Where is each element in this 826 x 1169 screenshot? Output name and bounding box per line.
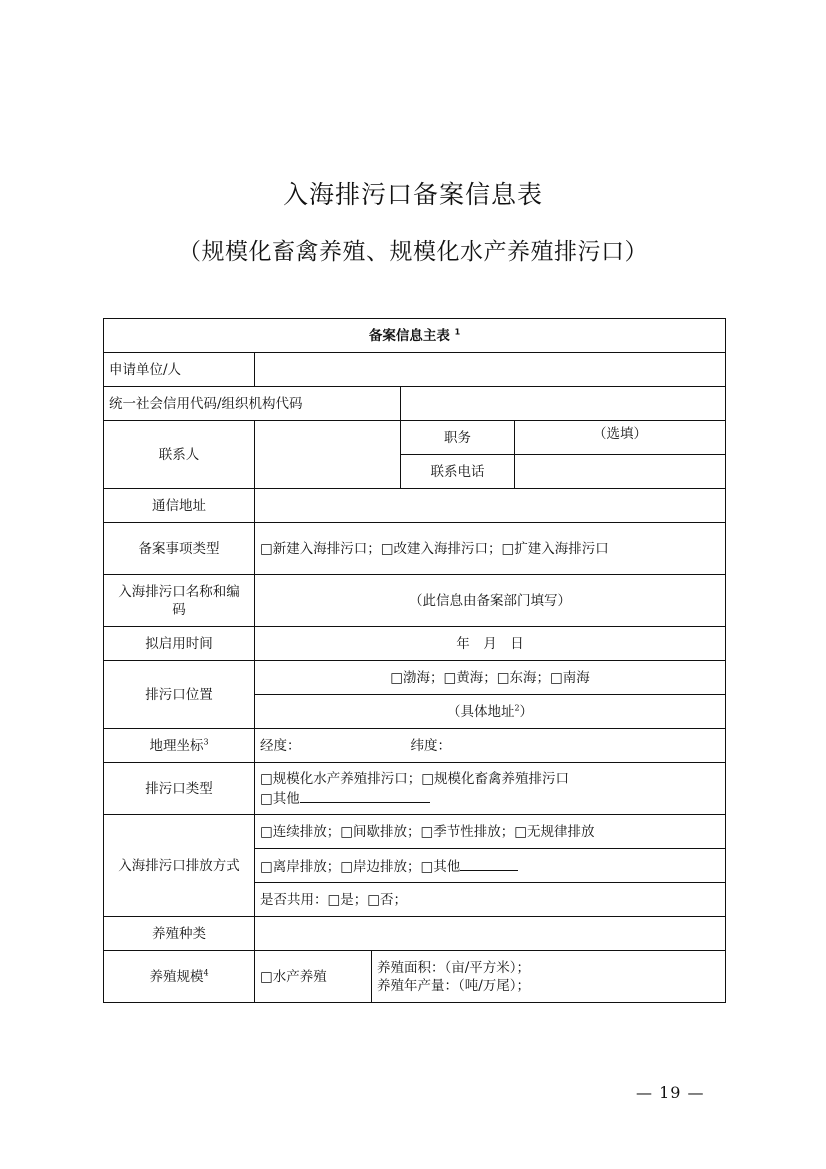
table-header	[104, 319, 726, 353]
outlet-type-other-text: □其他	[260, 790, 300, 807]
scale-row	[104, 951, 726, 1003]
species-row	[104, 917, 726, 951]
filing-type-options[interactable]: □新建入海排污口；□改建入海排污口；□扩建入海排污口	[255, 523, 726, 575]
position-hint: （选填）	[593, 426, 647, 442]
specific-address-close: ）	[519, 703, 534, 720]
contact-label: 联系人	[104, 421, 255, 489]
outlet-type-label: 排污口类型	[104, 763, 255, 815]
applicant-row	[104, 353, 726, 387]
shared-options[interactable]: 是否共用：□是；□否；	[255, 883, 726, 917]
geo-field[interactable]	[255, 729, 726, 763]
address-label: 通信地址	[104, 489, 255, 523]
longitude-label: 经度：	[260, 737, 301, 754]
geo-row	[104, 729, 726, 763]
page-subtitle: （规模化畜禽养殖、规模化水产养殖排污口）	[178, 239, 648, 265]
species-field[interactable]	[255, 917, 726, 951]
aquaculture-option[interactable]: □水产养殖	[255, 951, 372, 1003]
applicant-label: 申请单位/人	[104, 353, 255, 387]
start-time-field[interactable]: 年 月 日	[255, 627, 726, 661]
specific-address-field[interactable]	[255, 695, 726, 729]
specific-address-text: （具体地址	[446, 703, 515, 720]
footnote-marker: 4	[203, 968, 209, 977]
species-label: 养殖种类	[104, 917, 255, 951]
address-row	[104, 489, 726, 523]
applicant-field[interactable]	[255, 353, 726, 387]
outlet-type-row	[104, 763, 726, 815]
position-label: 职务	[401, 421, 515, 455]
table-header-text: 备案信息主表	[368, 327, 450, 344]
scale-label-text: 养殖规模	[149, 968, 204, 985]
discharge-mode-options-1[interactable]: □连续排放；□间歇排放；□季节性排放；□无规律排放	[255, 815, 726, 849]
scale-details[interactable]	[372, 951, 726, 1003]
location-row-sea	[104, 661, 726, 695]
footnote-marker: 2	[514, 703, 520, 712]
sea-options[interactable]: □渤海；□黄海；□东海；□南海	[255, 661, 726, 695]
footnote-marker: 3	[203, 737, 209, 746]
page-number: — 19 —	[636, 1083, 705, 1102]
discharge-mode-options-2-text: □离岸排放；□岸边排放；□其他	[260, 858, 461, 875]
credit-code-field[interactable]	[401, 387, 726, 421]
geo-label	[104, 729, 255, 763]
filing-type-label: 备案事项类型	[104, 523, 255, 575]
credit-code-label: 统一社会信用代码/组织机构代码	[104, 387, 401, 421]
address-field[interactable]	[255, 489, 726, 523]
outlet-type-options[interactable]: □规模化水产养殖排污口；□规模化畜禽养殖排污口	[260, 770, 570, 787]
position-field[interactable]	[515, 421, 726, 455]
geo-label-text: 地理坐标	[149, 737, 204, 754]
latitude-label: 纬度：	[410, 737, 451, 754]
outlet-name-hint: （此信息由备案部门填写）	[255, 575, 726, 627]
filing-type-row	[104, 523, 726, 575]
start-time-label: 拟启用时间	[104, 627, 255, 661]
scale-label	[104, 951, 255, 1003]
phone-label: 联系电话	[401, 455, 515, 489]
output-label: 养殖年产量：（吨/万尾）；	[377, 977, 531, 994]
area-label: 养殖面积：（亩/平方米）；	[377, 959, 531, 976]
phone-field[interactable]	[515, 455, 726, 489]
location-label: 排污口位置	[104, 661, 255, 729]
credit-code-row	[104, 387, 726, 421]
page-title: 入海排污口备案信息表	[282, 180, 543, 209]
outlet-name-label: 入海排污口名称和编码	[104, 575, 255, 627]
outlet-type-other[interactable]	[260, 788, 720, 808]
contact-row	[104, 421, 726, 455]
other-blank-line[interactable]	[300, 788, 430, 803]
start-time-row	[104, 627, 726, 661]
outlet-name-row	[104, 575, 726, 627]
discharge-mode-label: 入海排污口排放方式	[104, 815, 255, 917]
contact-field[interactable]	[255, 421, 401, 489]
footnote-marker: 1	[454, 327, 461, 336]
filing-form-table	[103, 318, 726, 1003]
discharge-mode-options-2[interactable]	[255, 849, 726, 883]
table-header-row	[104, 319, 726, 353]
discharge-mode-row-1	[104, 815, 726, 849]
other-blank-line[interactable]	[460, 856, 518, 871]
outlet-type-field[interactable]	[255, 763, 726, 815]
